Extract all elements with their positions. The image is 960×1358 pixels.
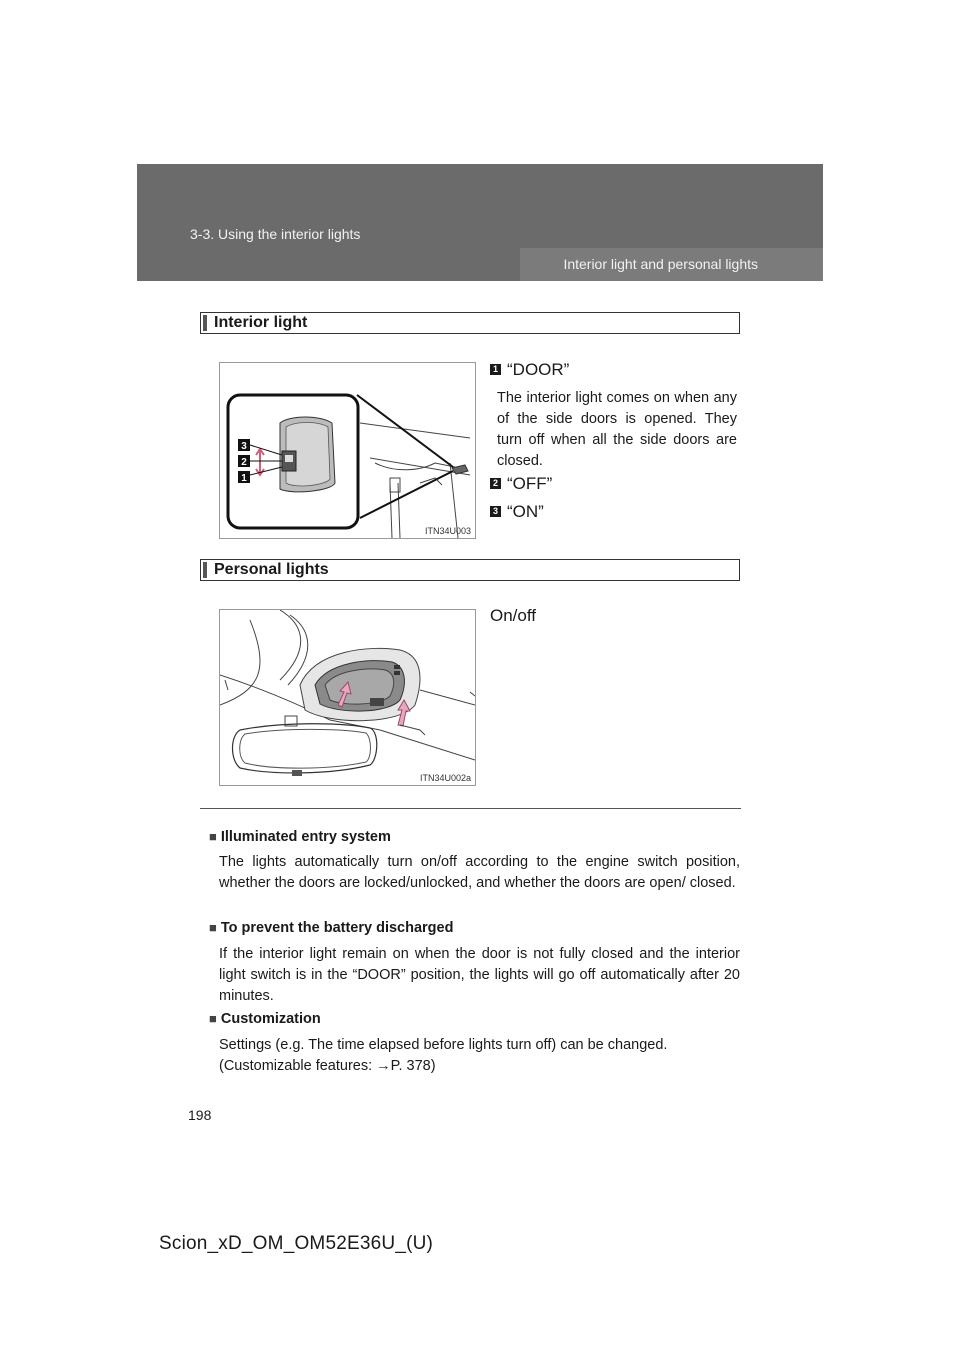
note-body-customization: Settings (e.g. The time elapsed before lights turn off) can be changed. bbox=[219, 1037, 668, 1053]
list-item-label: “DOOR” bbox=[507, 360, 570, 379]
figure-personal-lights bbox=[219, 609, 476, 786]
note-heading-customization: ■ Customization bbox=[209, 1011, 321, 1027]
personal-lights-label: On/off bbox=[490, 606, 536, 625]
interior-light-illustration bbox=[220, 363, 475, 538]
section-title-personal-lights: Personal lights bbox=[214, 561, 329, 578]
page-number: 198 bbox=[188, 1107, 212, 1123]
list-item-off bbox=[490, 474, 552, 494]
figure-interior-light bbox=[219, 362, 476, 539]
svg-text:1: 1 bbox=[241, 473, 247, 484]
note-heading-illuminated-entry: ■ Illuminated entry system bbox=[209, 829, 391, 845]
svg-text:3: 3 bbox=[241, 441, 247, 452]
personal-lights-illustration bbox=[220, 610, 475, 785]
section-bar-interior-light bbox=[200, 312, 740, 334]
door-description: The interior light comes on when any of the side doors is opened. They turn off when all the side doors are closed. bbox=[497, 390, 737, 469]
figure-code-personal-lights: ITN34U002a bbox=[419, 773, 471, 783]
note-heading-battery: ■ To prevent the battery discharged bbox=[209, 920, 453, 936]
number-badge: 3 bbox=[490, 506, 501, 517]
header-subtitle: Interior light and personal lights bbox=[563, 256, 758, 272]
figure-code-interior-light: ITN34U003 bbox=[424, 526, 471, 536]
list-item-label: “ON” bbox=[507, 502, 544, 521]
section-bar-personal-lights bbox=[200, 559, 740, 581]
number-badge: 1 bbox=[490, 364, 501, 375]
note-body-illuminated-entry: The lights automatically turn on/off according to the engine switch position, whether the doors are locked/unlocked, and whether the doors are open/ closed. bbox=[219, 854, 740, 891]
footer-document-code: Scion_xD_OM_OM52E36U_(U) bbox=[159, 1233, 434, 1254]
list-item-door bbox=[490, 360, 569, 380]
number-badge: 2 bbox=[490, 478, 501, 489]
section-divider bbox=[200, 808, 741, 809]
header-section-title: 3-3. Using the interior lights bbox=[190, 226, 361, 242]
section-title-interior-light: Interior light bbox=[214, 314, 308, 331]
list-item-on bbox=[490, 502, 544, 522]
svg-text:2: 2 bbox=[241, 457, 247, 468]
note-body-customization-ref: (Customizable features: →P. 378) bbox=[219, 1058, 436, 1074]
list-item-label: “OFF” bbox=[507, 474, 553, 493]
note-body-battery: If the interior light remain on when the door is not fully closed and the interior light switch is in the “DOOR” position, the lights will go off automatically after 20 minutes. bbox=[219, 946, 740, 1004]
